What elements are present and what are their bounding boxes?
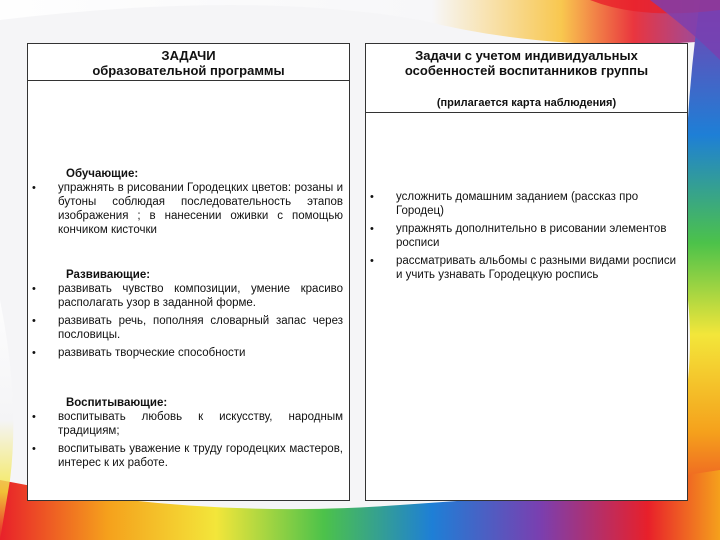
list-item: • развивать чувство композиции, умение красиво располагать узор в заданной форме.	[58, 282, 343, 310]
section-title-developing: Развивающие:	[66, 269, 151, 281]
section-upbringing	[28, 396, 349, 474]
right-header-line1: Задачи с учетом индивидуальных	[415, 48, 638, 63]
list-item: • воспитывать любовь к искусству, народным традициям;	[58, 410, 343, 438]
right-panel-header	[366, 44, 687, 113]
section-individual	[366, 190, 687, 286]
right-header-note: (прилагается карта наблюдения)	[436, 97, 617, 109]
list-item: • воспитывать уважение к труду городецких мастеров, интерес к их работе.	[58, 442, 343, 470]
list-upbringing	[28, 410, 349, 470]
list-item: • упражнять дополнительно в рисовании элементов росписи	[396, 222, 681, 250]
left-header-line2: образовательной программы	[92, 63, 285, 78]
section-developing	[28, 268, 349, 364]
list-item: • усложнить домашним заданием (рассказ про Городец)	[396, 190, 681, 218]
left-panel-header	[28, 44, 349, 81]
left-header-line1: ЗАДАЧИ	[161, 48, 216, 63]
section-teaching	[28, 167, 349, 241]
list-teaching	[28, 181, 349, 237]
list-item: • развивать творческие способности	[58, 346, 343, 360]
right-header-line2: особенностей воспитанников группы	[404, 63, 649, 78]
list-item: • упражнять в рисовании Городецких цветов: розаны и бутоны соблюдая последовательность этапов изображения ; в нанесении оживки с помощью кончиком кисточки	[58, 181, 343, 237]
section-title-teaching: Обучающие:	[66, 168, 139, 180]
right-panel-individual-tasks	[365, 43, 688, 501]
list-item: • развивать речь, пополняя словарный запас через пословицы.	[58, 314, 343, 342]
list-developing	[28, 282, 349, 360]
list-item: • рассматривать альбомы с разными видами росписи и учить узнавать Городецкую роспись	[396, 254, 681, 282]
list-individual	[366, 190, 687, 282]
left-panel-educational-tasks	[27, 43, 350, 501]
section-title-upbringing: Воспитывающие:	[66, 397, 168, 409]
